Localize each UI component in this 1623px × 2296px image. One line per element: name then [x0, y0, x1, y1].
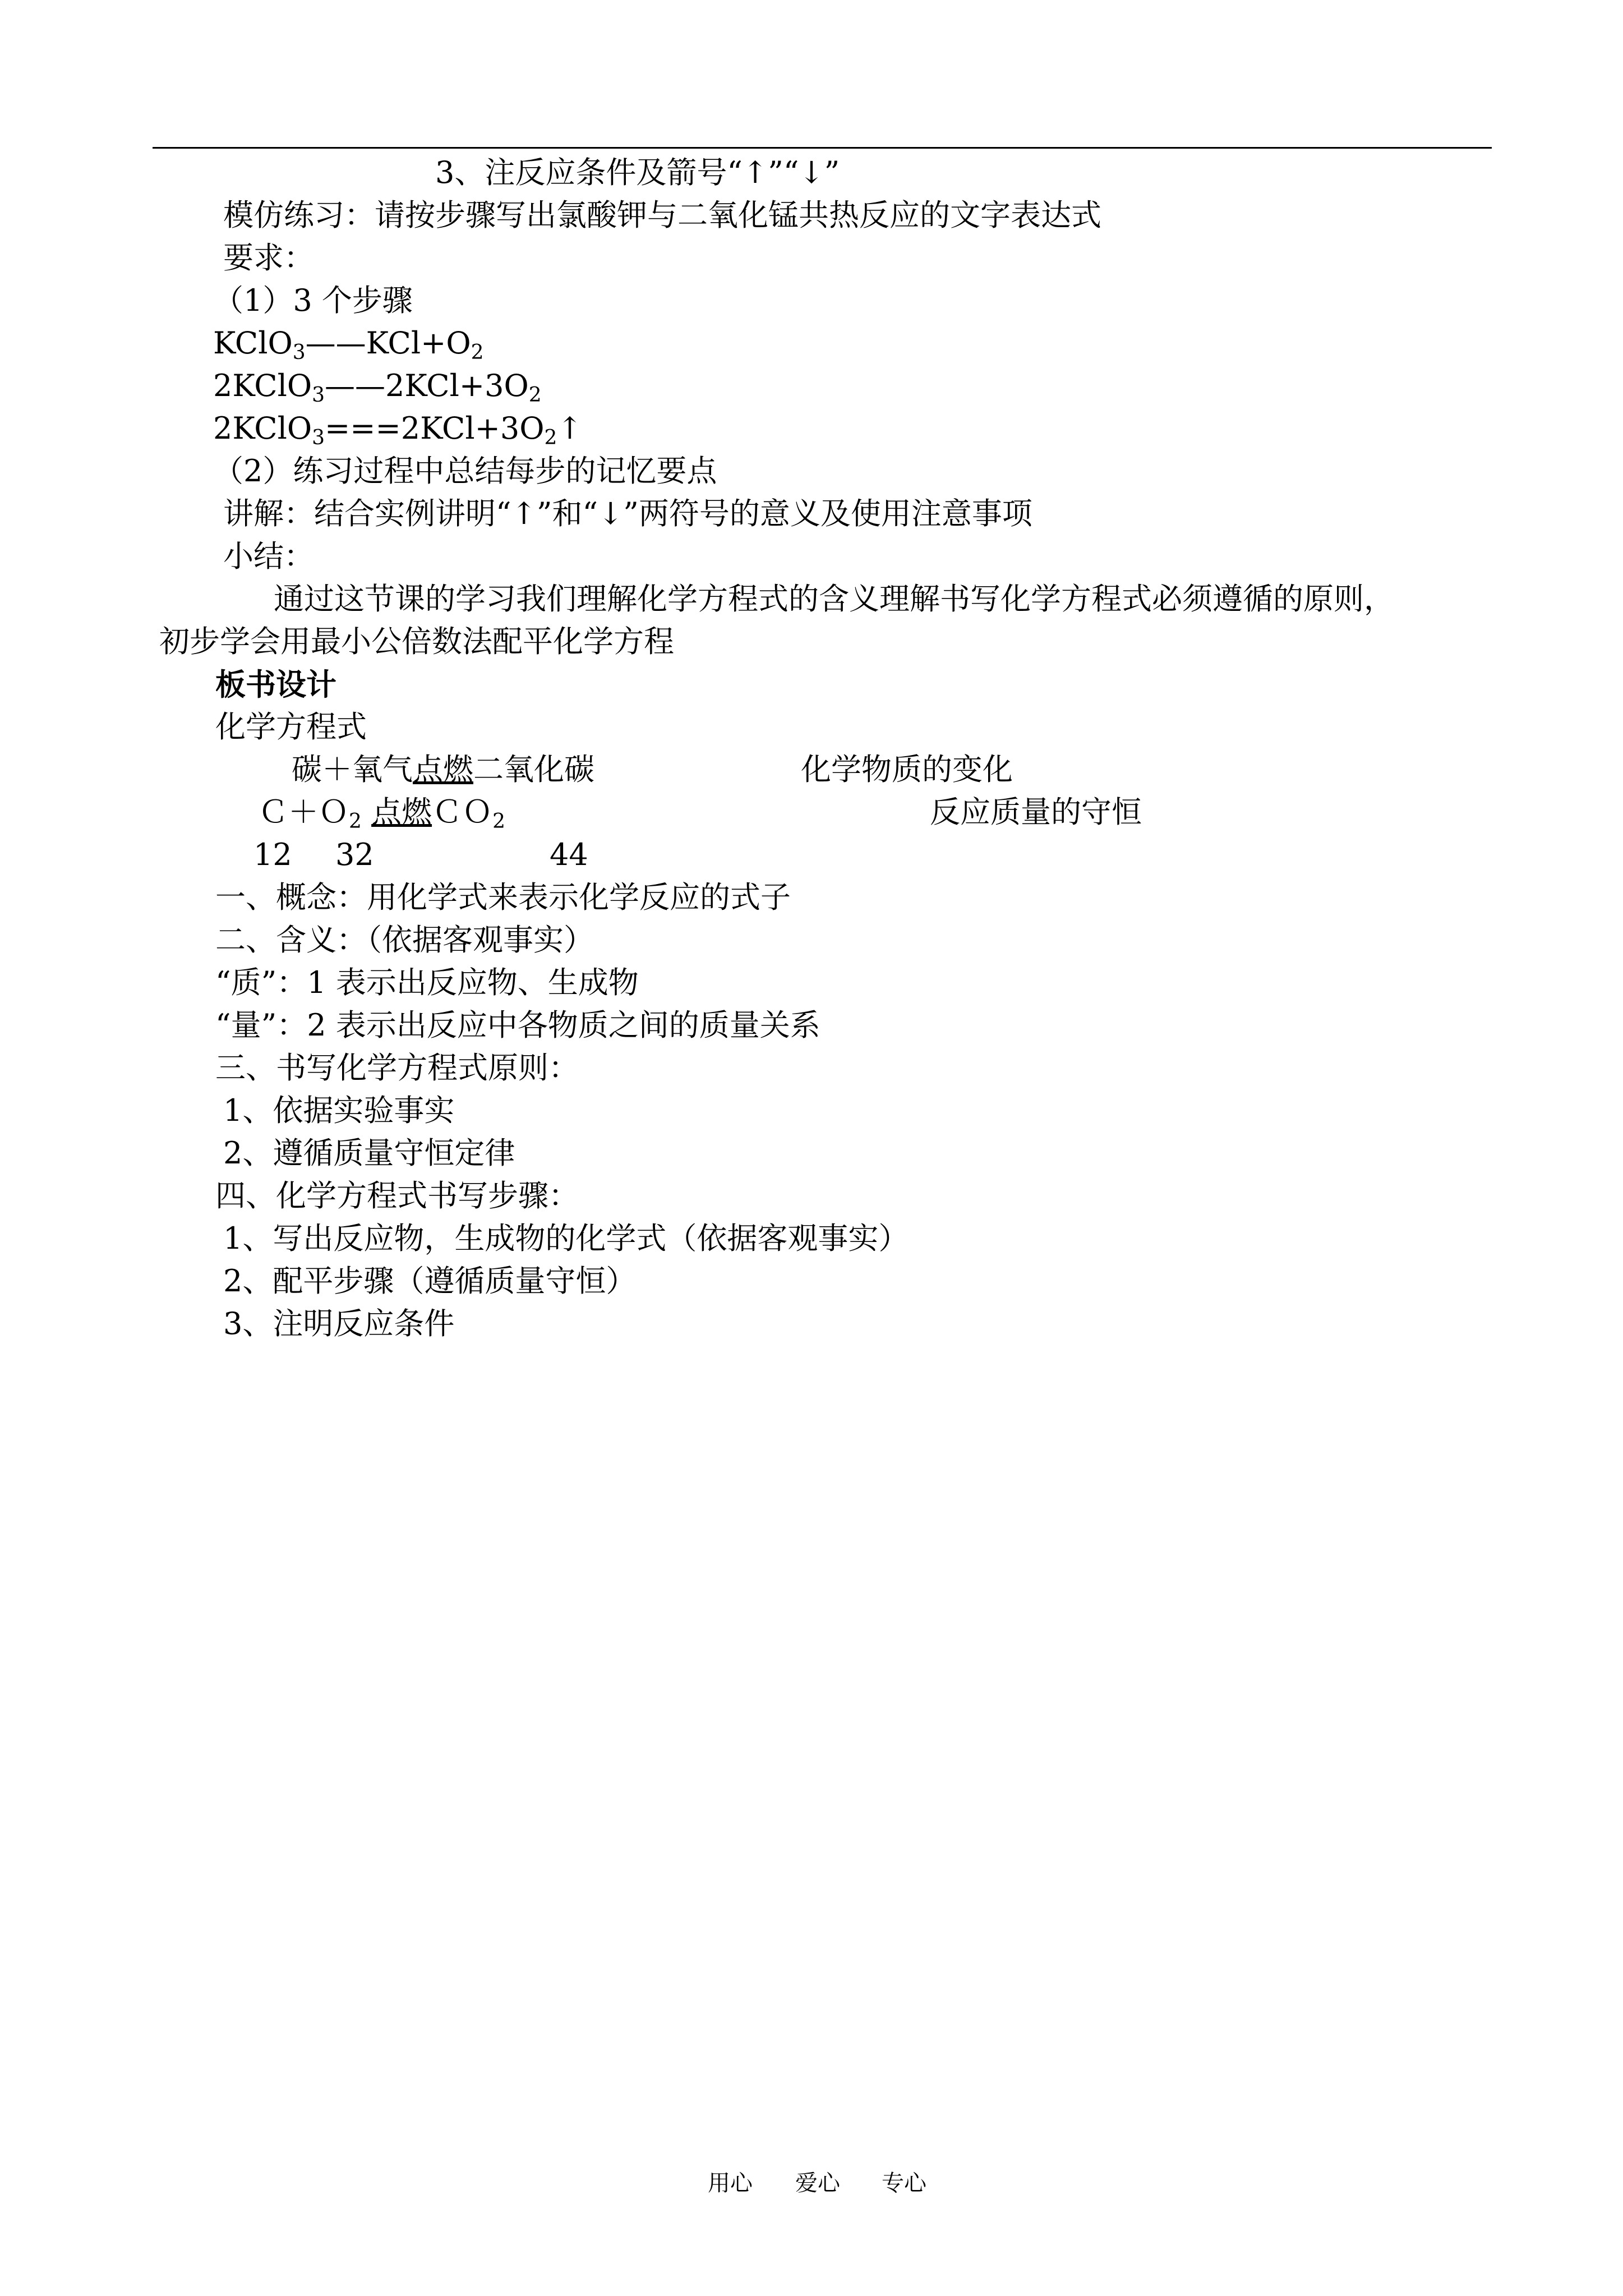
summary-text-1: 通过这节课的学习我们理解化学方程式的含义理解书写化学方程式必须遵循的原则，	[274, 581, 1394, 616]
requirement-1: （1）3 个步骤	[213, 283, 413, 318]
meaning-quality: “质”：1 表示出反应物、生成物	[215, 965, 639, 1000]
principle-1: 1、依据实验事实	[223, 1093, 455, 1128]
footer-text-1: 用心	[708, 2170, 753, 2196]
requirement-2: （2）练习过程中总结每步的记忆要点	[213, 453, 717, 489]
practice-line: 模仿练习：请按步骤写出氯酸钾与二氧化锰共热反应的文字表达式	[223, 197, 1101, 233]
step-3: 3、注明反应条件	[223, 1306, 455, 1341]
principle-2: 2、遵循质量守恒定律	[223, 1135, 515, 1171]
meaning-quantity: “量”：2 表示出反应中各物质之间的质量关系	[215, 1007, 820, 1043]
footer-text-3: 专心	[882, 2170, 926, 2196]
requirement-label: 要求：	[223, 240, 314, 275]
formula-equation-note: 反应质量的守恒	[930, 794, 1142, 830]
footer-text-2: 爱心	[795, 2170, 840, 2196]
summary-label: 小结：	[223, 539, 314, 574]
step-1: 1、写出反应物，生成物的化学式（依据客观事实）	[223, 1221, 909, 1256]
mass-o2: 32	[335, 837, 374, 872]
equation-1: $KClO_3——KCl+O_2$	[213, 325, 484, 364]
board-subtitle: 化学方程式	[215, 709, 367, 744]
board-design-title: 板书设计	[215, 666, 336, 702]
equation-2: $2KClO_3——2KCl+3O_2$	[213, 368, 542, 407]
equation-3: $2KClO_3===2KCl+3O_2↑$	[213, 411, 583, 449]
principles-heading: 三、书写化学方程式原则：	[215, 1050, 579, 1085]
word-equation: 碳＋氧气点燃二氧化碳	[292, 752, 594, 787]
step-2: 2、配平步骤（遵循质量守恒）	[223, 1263, 637, 1299]
step3-arrows-line: 3、注反应条件及箭号“↑”“↓”	[435, 155, 840, 190]
word-equation-note: 化学物质的变化	[801, 752, 1013, 787]
concept-line: 一、概念：用化学式来表示化学反应的式子	[215, 880, 791, 915]
summary-text-2: 初步学会用最小公倍数法配平化学方程	[159, 624, 674, 659]
meaning-line: 二、含义：（依据客观事实）	[215, 922, 594, 958]
header-rule	[153, 147, 1492, 149]
steps-heading: 四、化学方程式书写步骤：	[215, 1178, 579, 1213]
explain-line: 讲解：结合实例讲明“↑”和“↓”两符号的意义及使用注意事项	[223, 496, 1032, 531]
formula-equation: Ｃ＋Ｏ$_2$ 点燃ＣＯ$_2$	[258, 794, 505, 833]
mass-co2: 44	[550, 837, 588, 872]
mass-c: 12	[253, 837, 292, 872]
